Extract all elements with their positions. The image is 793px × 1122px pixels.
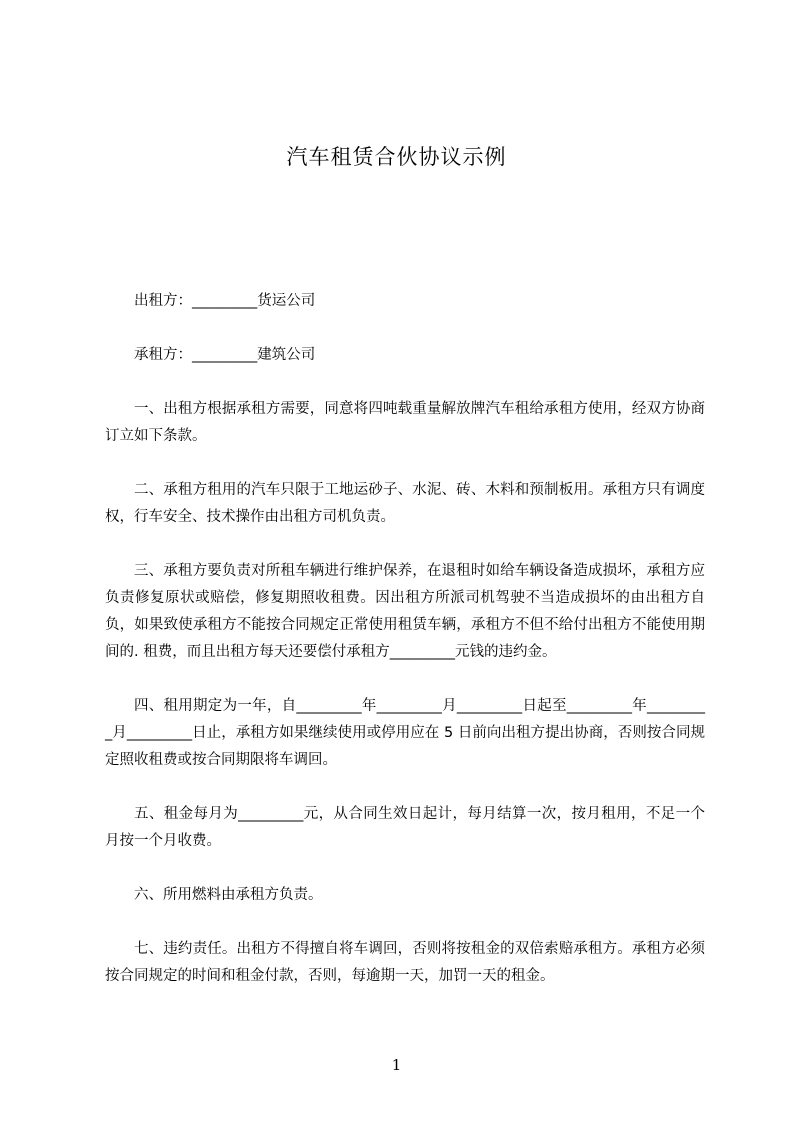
clause-5: 五、租金每月为_________元，从合同生效日起计，每月结算一次，按月租用，不足一个月按一个月收费。 xyxy=(105,806,705,849)
paragraph-lessor: 出租方：_________货运公司 xyxy=(134,293,316,309)
page-number: 1 xyxy=(391,1056,402,1074)
clause-4: 四、租用期定为一年，自_________年_________月_________日起至_________年_________月_________日止，承租方如果继续使用或停用应在 5 日前向出租方提出协商，否则按合同规定照收租费或按合同期限将车调回。 xyxy=(105,698,705,768)
document-body xyxy=(105,288,705,990)
clause-1: 一、出租方根据承租方需要，同意将四吨载重量解放牌汽车租给承租方使用，经双方协商订立如下条款。 xyxy=(105,401,705,444)
clause-7: 七、违约责任。出租方不得擅自将车调回，否则将按租金的双倍索赔承租方。承租方必须按合同规定的时间和租金付款，否则，每逾期一天，加罚一天的租金。 xyxy=(105,941,705,984)
clause-6: 六、所用燃料由承租方负责。 xyxy=(134,887,323,903)
document-title: 汽车租赁合伙协议示例 xyxy=(286,145,507,169)
paragraph-lessee: 承租方：_________建筑公司 xyxy=(134,347,316,363)
clause-3: 三、承租方要负责对所租车辆进行维护保养，在退租时如给车辆设备造成损坏，承租方应负责修复原状或赔偿，修复期照收租费。因出租方所派司机驾驶不当造成损坏的由出租方自负，如果致使承租方不能按合同规定正常使用租赁车辆，承租方不但不给付出租方不能使用期间的. 租费，而且出租方每天还要偿付承租方_________元钱的违约金。 xyxy=(105,563,705,660)
clause-2: 二、承租方租用的汽车只限于工地运砂子、水泥、砖、木料和预制板用。承租方只有调度权，行车安全、技术操作由出租方司机负责。 xyxy=(105,482,705,525)
